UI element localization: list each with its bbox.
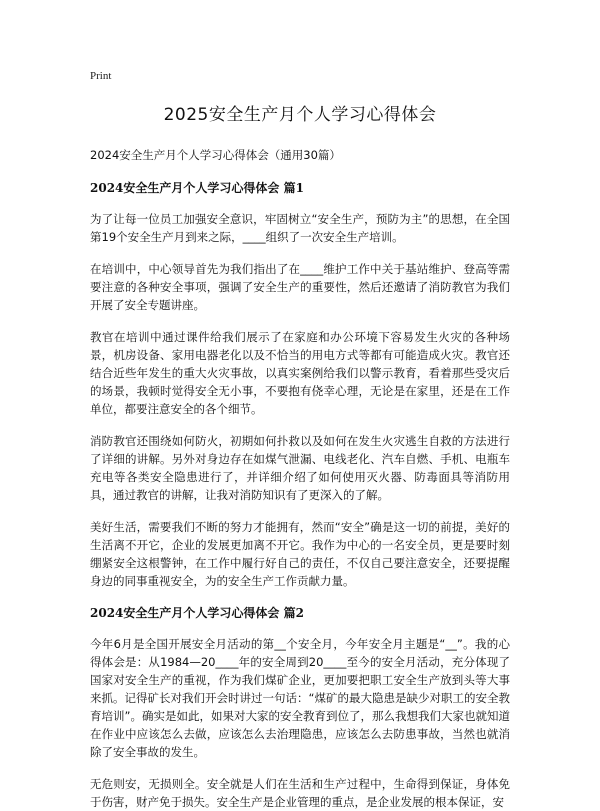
paragraph: 今年6月是全国开展安全月活动的第__个安全月，今年安全月主题是“__”。我的心得体会是：从1984—20____年的安全周到20____至今的安全月活动，充分体现了国家对安全生产的重视，作为我们煤矿企业，更加要把职工安全生产放到头等大事来抓。记得矿长对我们开会时讲过一句话：“煤矿的最大隐患是缺少对职工的安全教育培训”。确实是如此，如果对大家的安全教育到位了，那么我想我们大家也就知道在作业中应该怎么去做，应该怎么去治理隐患，应该怎么去防患事故，当然也就消除了安全事故的发生。 <box>90 637 510 759</box>
print-link[interactable]: Print <box>90 70 112 82</box>
paragraph: 无危则安，无损则全。安全就是人们在生活和生产过程中，生命得到保证，身体免于伤害，财产免于损失。安全生产是企业管理的重点，是企业发展的根本保证，安 <box>90 777 510 809</box>
paragraph: 消防教官还围绕如何防火，初期如何扑救以及如何在发生火灾逃生自救的方法进行了详细的讲解。另外对身边存在如煤气泄漏、电线老化、汽车自燃、手机、电瓶车充电等各类安全隐患进行了，并详细介绍了如何使用灭火器、防毒面具等消防用具，通过教官的讲解，让我对消防知识有了更深入的了解。 <box>90 434 510 502</box>
paragraph: 为了让每一位员工加强安全意识，牢固树立“安全生产，预防为主”的思想，在全国第19个安全生产月到来之际，____组织了一次安全生产培训。 <box>90 212 510 244</box>
section-heading-2: 2024安全生产月个人学习心得体会 篇2 <box>90 606 304 620</box>
page-title: 2025安全生产月个人学习心得体会 <box>163 105 437 125</box>
paragraph: 美好生活，需要我们不断的努力才能拥有，然而“安全”确是这一切的前提，美好的生活离不开它，企业的发展更加离不开它。我作为中心的一名安全员，更是要时刻绷紧安全这根警钟，在工作中履行好自己的责任，不仅自己要注意安全，还要提醒身边的同事重视安全，为的安全生产工作贡献力量。 <box>90 520 510 588</box>
document-subtitle: 2024安全生产月个人学习心得体会（通用30篇） <box>90 148 341 162</box>
paragraph: 教官在培训中通过课件给我们展示了在家庭和办公环境下容易发生火灾的各种场景，机房设备、家用电器老化以及不恰当的用电方式等都有可能造成火灾。教官还结合近些年发生的重大火灾事故，以真实案例给我们以警示教育，看着那些受灾后的场景，我顿时觉得安全无小事，不要抱有侥幸心理，无论是在家里，还是在工作单位，都要注意安全的各个细节。 <box>90 330 510 416</box>
paragraph: 在培训中，中心领导首先为我们指出了在____维护工作中关于基站维护、登高等需要注意的各种安全事项，强调了安全生产的重要性，然后还邀请了消防教官为我们开展了安全专题讲座。 <box>90 262 510 312</box>
section-heading-1: 2024安全生产月个人学习心得体会 篇1 <box>90 181 304 195</box>
